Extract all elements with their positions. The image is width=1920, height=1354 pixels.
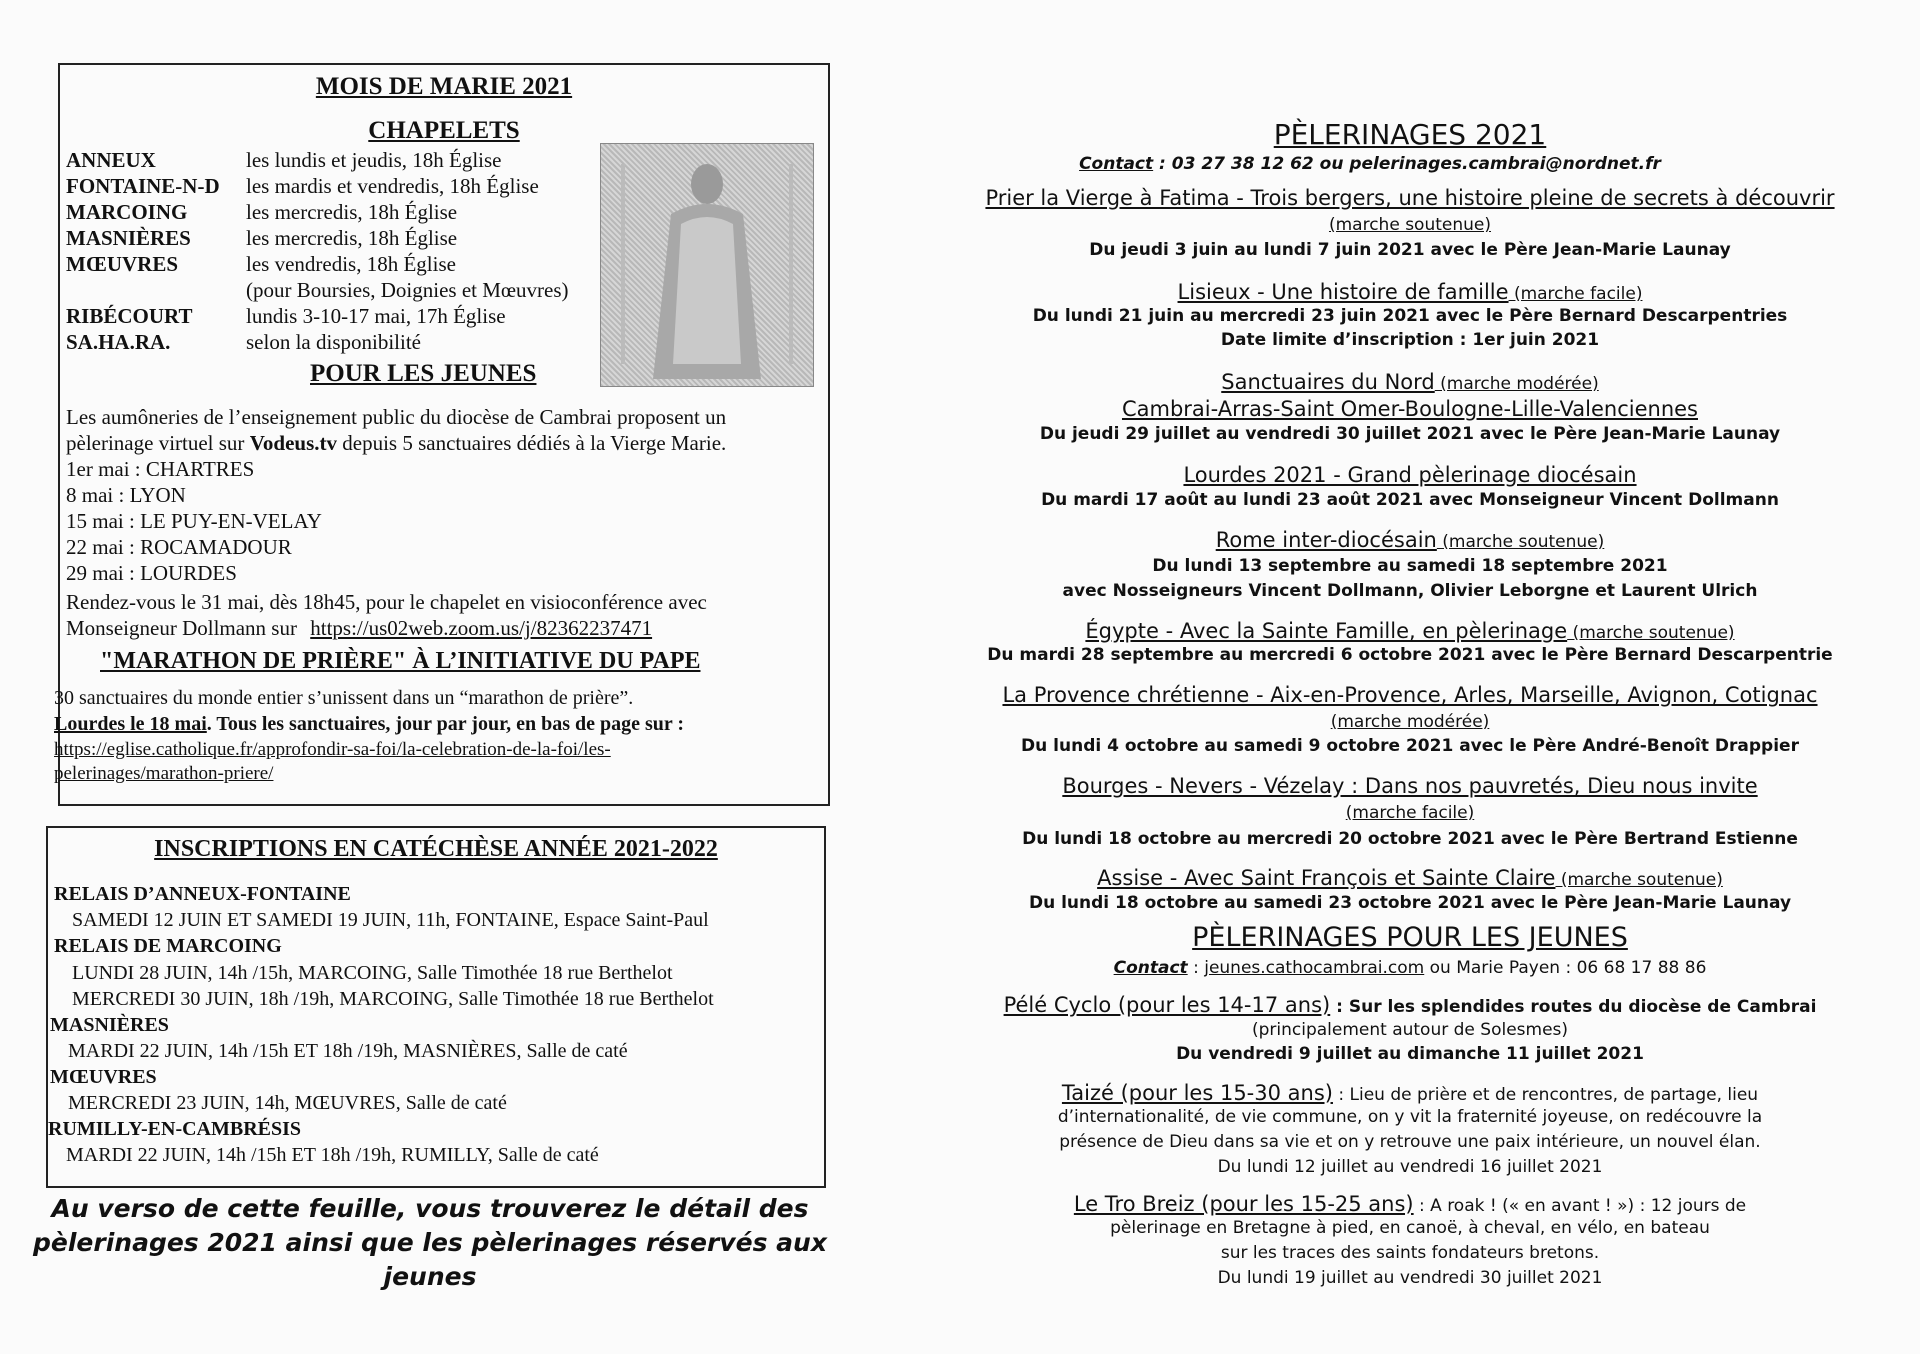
verso-line: Au verso de cette feuille, vous trouverez le détail des [51, 1194, 809, 1223]
chapelet-schedule: (pour Boursies, Doignies et Mœuvres) [246, 278, 569, 302]
intro-text: depuis 5 sanctuaires dédiés à la Vierge Marie. [337, 431, 727, 455]
chapelet-schedule: les mercredis, 18h Église [246, 200, 458, 224]
fatima-title: Prier la Vierge à Fatima - Trois bergers, une histoire pleine de secrets à découvrir [985, 186, 1835, 210]
tro-title: Le Tro Breiz (pour les 15-25 ans) [1073, 1192, 1414, 1216]
marathon-link[interactable]: https://eglise.catholique.fr/approfondir-sa-foi/la-celebration-de-la-foi/les- [54, 739, 611, 760]
marathon-instruction: . Tous les sanctuaires, jour par jour, en bas de page sur : [206, 713, 685, 735]
taize-text-2: d’internationalité, de vie commune, on y vit la fraternité joyeuse, on redécouvre la [1057, 1107, 1763, 1127]
rome-dates: Du lundi 13 septembre au samedi 18 septembre 2021 [1152, 556, 1668, 576]
chapelet-place: RIBÉCOURT [66, 304, 193, 328]
chapelet-schedule: lundis 3-10-17 mai, 17h Église [246, 304, 506, 328]
cyclo-text-2: (principalement autour de Solesmes) [1251, 1020, 1569, 1040]
mois-de-marie-title: MOIS DE MARIE 2021 [315, 73, 573, 100]
catechese-relais: MŒUVRES [50, 1066, 157, 1088]
cyclo-text: : Sur les splendides routes du diocèse de Cambrai [1330, 997, 1817, 1017]
nord-sub: Cambrai-Arras-Saint Omer-Boulogne-Lille-Valenciennes [1121, 397, 1698, 421]
chapelet-schedule: les vendredis, 18h Église [246, 252, 456, 276]
jeunes-intro-line [66, 431, 726, 456]
bourges-note: (marche facile) [1345, 803, 1475, 823]
chapelet-schedule: les mardis et vendredis, 18h Église [246, 174, 539, 198]
contact-label: Contact [1079, 154, 1154, 174]
sanctuary-date: 8 mai : LYON [66, 483, 186, 507]
jeunes-contact-sep: : [1187, 958, 1205, 978]
egypte-dates: Du mardi 28 septembre au mercredi 6 octobre 2021 avec le Père Bernard Descarpentrie [987, 645, 1833, 665]
lisieux-heading [980, 280, 1840, 304]
rome-with: avec Nosseigneurs Vincent Dollmann, Olivier Leborgne et Laurent Ulrich [1062, 581, 1758, 601]
lisieux-title: Lisieux - Une histoire de famille [1177, 280, 1509, 304]
taize-text-3: présence de Dieu dans sa vie et on y retrouve une paix intérieure, un nouvel élan. [1059, 1132, 1761, 1152]
taize-heading [980, 1081, 1840, 1105]
catechese-box [46, 826, 826, 1188]
taize-title: Taizé (pour les 15-30 ans) [1061, 1081, 1333, 1105]
tro-dates: Du lundi 19 juillet au vendredi 30 juillet 2021 [1217, 1268, 1603, 1288]
virgin-mary-image [600, 143, 814, 387]
jeunes-intro-line: Les aumôneries de l’enseignement public du diocèse de Cambrai proposent un [66, 405, 727, 429]
tro-heading [980, 1192, 1840, 1216]
sanctuary-date: 22 mai : ROCAMADOUR [66, 535, 292, 559]
vodeus-link: Vodeus.tv [249, 431, 338, 455]
pelerinages-title: PÈLERINAGES 2021 [1273, 118, 1547, 151]
bourges-dates: Du lundi 18 octobre au mercredi 20 octobre 2021 avec le Père Bertrand Estienne [1022, 829, 1798, 849]
chapelet-place: SA.HA.RA. [66, 330, 171, 354]
contact-value: : 03 27 38 12 62 ou pelerinages.cambrai@nordnet.fr [1153, 154, 1661, 174]
tro-text-3: sur les traces des saints fondateurs bretons. [1220, 1243, 1600, 1263]
catechese-relais: RUMILLY-EN-CAMBRÉSIS [48, 1118, 302, 1140]
verso-note [10, 1192, 850, 1294]
provence-dates: Du lundi 4 octobre au samedi 9 octobre 2021 avec le Père André-Benoît Drappier [1021, 736, 1799, 756]
bourges-title: Bourges - Nevers - Vézelay : Dans nos pauvretés, Dieu nous invite [1062, 774, 1758, 798]
chapelets-title: CHAPELETS [368, 117, 520, 144]
cyclo-title: Pélé Cyclo (pour les 14-17 ans) [1003, 993, 1331, 1017]
sanctuary-date: 1er mai : CHARTRES [66, 457, 255, 481]
jeunes-contact [980, 958, 1840, 978]
chapelet-schedule: les mercredis, 18h Église [246, 226, 458, 250]
rome-note: (marche soutenue) [1436, 532, 1605, 552]
cyclo-dates: Du vendredi 9 juillet au dimanche 11 juillet 2021 [1176, 1044, 1644, 1064]
nord-heading [980, 370, 1840, 394]
madonna-figure-icon [601, 144, 813, 386]
nord-title: Sanctuaires du Nord [1221, 370, 1435, 394]
sanctuary-date: 29 mai : LOURDES [66, 561, 237, 585]
provence-title: La Provence chrétienne - Aix-en-Provence, Arles, Marseille, Avignon, Cotignac [1002, 683, 1818, 707]
taize-dates: Du lundi 12 juillet au vendredi 16 juillet 2021 [1217, 1157, 1603, 1177]
pelerinages-contact [940, 154, 1800, 174]
assise-title: Assise - Avec Saint François et Sainte Claire [1097, 866, 1556, 890]
catechese-session: MERCREDI 30 JUIN, 18h /19h, MARCOING, Salle Timothée 18 rue Berthelot [72, 988, 714, 1010]
tro-text-2: pèlerinage en Bretagne à pied, en canoë, à cheval, en vélo, en bateau [1110, 1218, 1710, 1238]
chapelet-place: ANNEUX [66, 148, 156, 172]
rome-heading [980, 528, 1840, 552]
lisieux-limit: Date limite d’inscription : 1er juin 2021 [1220, 330, 1600, 350]
marathon-text [54, 713, 684, 736]
egypte-note: (marche soutenue) [1567, 623, 1735, 643]
fatima-note: (marche soutenue) [1328, 215, 1491, 235]
jeunes-site-link[interactable]: jeunes.cathocambrai.com [1204, 958, 1425, 978]
chapelet-place: MARCOING [66, 200, 188, 224]
zoom-link[interactable]: https://us02web.zoom.us/j/82362237471 [310, 616, 653, 640]
intro-text: pèlerinage virtuel sur [66, 431, 250, 455]
rendez-vous-text: Monseigneur Dollmann sur [66, 616, 297, 640]
jeunes-contact-label: Contact [1113, 958, 1188, 978]
catechese-relais: MASNIÈRES [50, 1014, 169, 1036]
catechese-relais: RELAIS DE MARCOING [54, 935, 282, 957]
chapelet-schedule: selon la disponibilité [246, 330, 421, 354]
rendez-vous-line [66, 616, 652, 641]
cyclo-heading [980, 993, 1840, 1017]
fatima-dates: Du jeudi 3 juin au lundi 7 juin 2021 avec le Père Jean-Marie Launay [1089, 240, 1731, 260]
assise-dates: Du lundi 18 octobre au samedi 23 octobre 2021 avec le Père Jean-Marie Launay [1028, 893, 1792, 913]
jeunes-pelerinages-title: PÈLERINAGES POUR LES JEUNES [1192, 922, 1628, 953]
nord-note: (marche modérée) [1434, 374, 1599, 394]
jeunes-contact-phone: ou Marie Payen : 06 68 17 88 86 [1424, 958, 1707, 978]
catechese-session: MERCREDI 23 JUIN, 14h, MŒUVRES, Salle de caté [68, 1092, 507, 1114]
egypte-title: Égypte - Avec la Sainte Famille, en pèlerinage [1085, 619, 1568, 643]
catechese-session: LUNDI 28 JUIN, 14h /15h, MARCOING, Salle Timothée 18 rue Berthelot [72, 962, 673, 984]
lourdes-title: Lourdes 2021 - Grand pèlerinage diocésain [1183, 463, 1637, 487]
pour-les-jeunes-title: POUR LES JEUNES [310, 360, 537, 387]
lisieux-dates: Du lundi 21 juin au mercredi 23 juin 2021 avec le Père Bernard Descarpentries [1032, 306, 1788, 326]
catechese-session: MARDI 22 JUIN, 14h /15h ET 18h /19h, RUMILLY, Salle de caté [66, 1144, 599, 1166]
marathon-text: 30 sanctuaires du monde entier s’unissent dans un “marathon de prière”. [54, 687, 634, 709]
verso-line: pèlerinages 2021 ainsi que les pèlerinages réservés aux jeunes [33, 1228, 827, 1291]
taize-text: : Lieu de prière et de rencontres, de partage, lieu [1332, 1085, 1759, 1105]
catechese-session: MARDI 22 JUIN, 14h /15h ET 18h /19h, MASNIÈRES, Salle de caté [68, 1040, 628, 1062]
nord-dates: Du jeudi 29 juillet au vendredi 30 juillet 2021 avec le Père Jean-Marie Launay [1039, 424, 1781, 444]
mois-de-marie-box [54, 63, 830, 806]
provence-note: (marche modérée) [1330, 712, 1490, 732]
chapelet-place: FONTAINE-N-D [66, 174, 220, 198]
chapelet-place: MASNIÈRES [66, 226, 191, 250]
chapelet-place: MŒUVRES [66, 252, 179, 276]
chapelet-schedule: les lundis et jeudis, 18h Église [246, 148, 502, 172]
assise-heading [980, 866, 1840, 890]
catechese-title: INSCRIPTIONS EN CATÉCHÈSE ANNÉE 2021-2022 [154, 836, 718, 862]
tro-text: : A roak ! (« en avant ! ») : 12 jours de [1413, 1196, 1747, 1216]
marathon-link[interactable]: pelerinages/marathon-priere/ [54, 763, 274, 784]
catechese-relais: RELAIS D’ANNEUX-FONTAINE [54, 883, 351, 905]
egypte-heading [980, 619, 1840, 643]
lourdes-date: Lourdes le 18 mai [54, 713, 207, 735]
marathon-title: "MARATHON DE PRIÈRE" À L’INITIATIVE DU PAPE [100, 648, 701, 674]
rendez-vous-line: Rendez-vous le 31 mai, dès 18h45, pour le chapelet en visioconférence avec [66, 590, 707, 614]
lourdes-dates: Du mardi 17 août au lundi 23 août 2021 avec Monseigneur Vincent Dollmann [1041, 490, 1779, 510]
assise-note: (marche soutenue) [1555, 870, 1723, 890]
lisieux-note: (marche facile) [1508, 284, 1643, 304]
rome-title: Rome inter-diocésain [1215, 528, 1437, 552]
sanctuary-date: 15 mai : LE PUY-EN-VELAY [66, 509, 322, 533]
catechese-session: SAMEDI 12 JUIN ET SAMEDI 19 JUIN, 11h, FONTAINE, Espace Saint-Paul [72, 909, 709, 931]
